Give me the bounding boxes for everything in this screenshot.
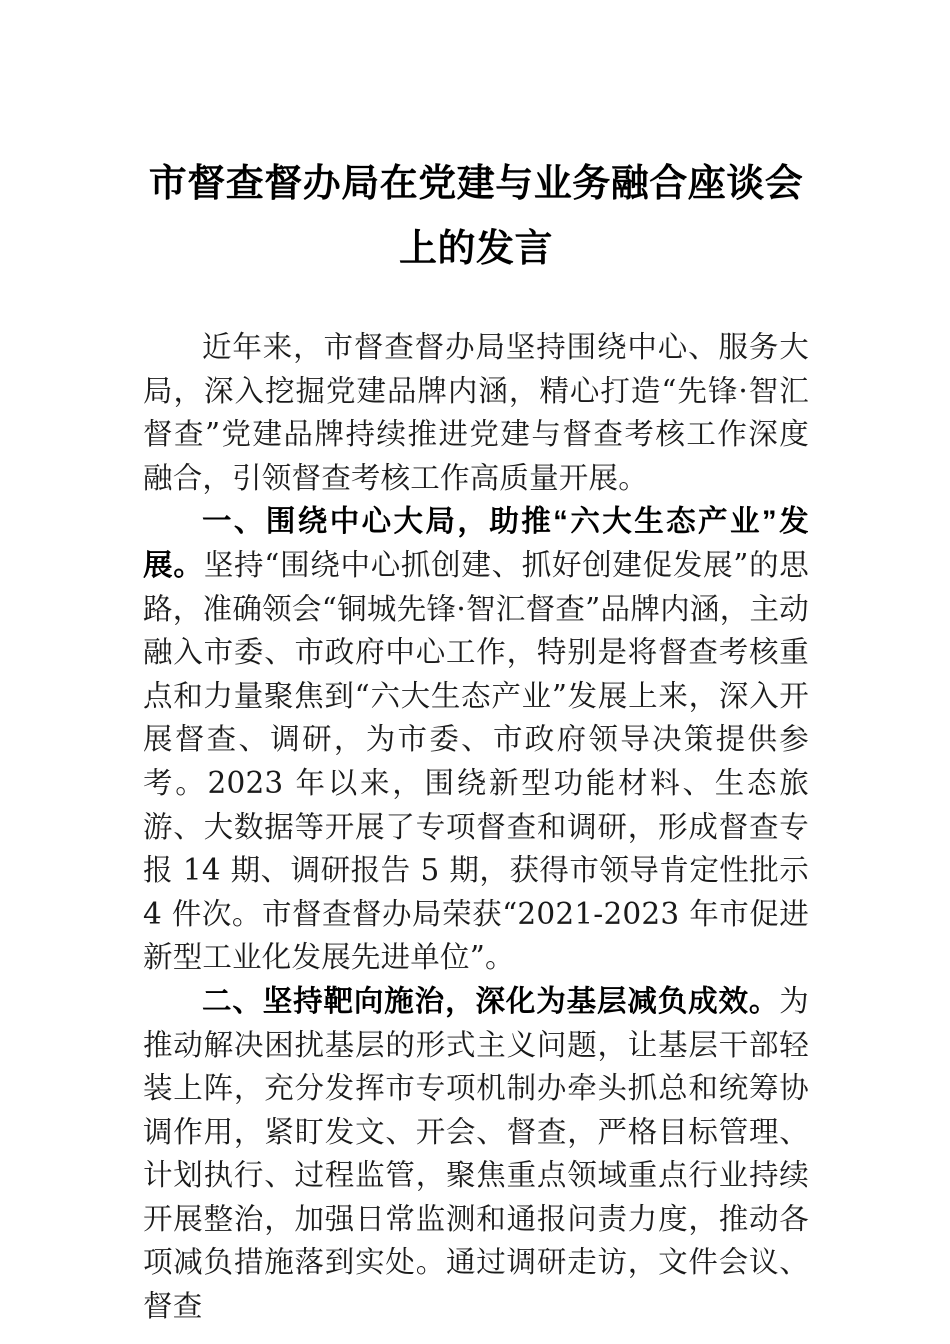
paragraph-intro-text: 近年来，市督查督办局坚持围绕中心、服务大局，深入挖掘党建品牌内涵，精心打造“先锋·智汇督查”党建品牌持续推进党建与督查考核工作深度融合，引领督查考核工作高质量开展。 [143, 330, 809, 495]
section-heading-one: 一、围绕中心大局，助推“六大生态产业”发展。 [143, 505, 809, 582]
section-heading-two: 二、坚持靶向施治，深化为基层减负成效。 [202, 984, 780, 1018]
paragraph-intro [143, 326, 809, 500]
section-one-text: 坚持“围绕中心抓创建、抓好创建促发展”的思路，准确领会“铜城先锋·智汇督查”品牌内涵，主动融入市委、市政府中心工作，特别是将督查考核重点和力量聚焦到“六大生态产业”发展上来，深入开展督查、调研，为市委、市政府领导决策提供参考。2023 年以来，围绕新型功能材料、生态旅游、大数据等开展了专项督查和调研，形成督查专报 14 期、调研报告 5 期，获得市领导肯定性批示 4 件次。市督查督办局荣获“2021-2023 年市促进新型工业化发展先进单位”。 [143, 547, 809, 975]
paragraph-section-two [143, 980, 809, 1329]
document-body [143, 326, 809, 1329]
page-title: 市督查督办局在党建与业务融合座谈会上的发言 [148, 163, 804, 270]
paragraph-section-one [143, 500, 809, 980]
section-two-text: 为推动解决困扰基层的形式主义问题，让基层干部轻装上阵，充分发挥市专项机制办牵头抓总和统筹协调作用，紧盯发文、开会、督查，严格目标管理、计划执行、过程监管，聚焦重点领域重点行业持续开展整治，加强日常监测和通报问责力度，推动各项减负措施落到实处。通过调研走访，文件会议、督查 [143, 983, 809, 1324]
document-text-column [143, 0, 809, 1329]
